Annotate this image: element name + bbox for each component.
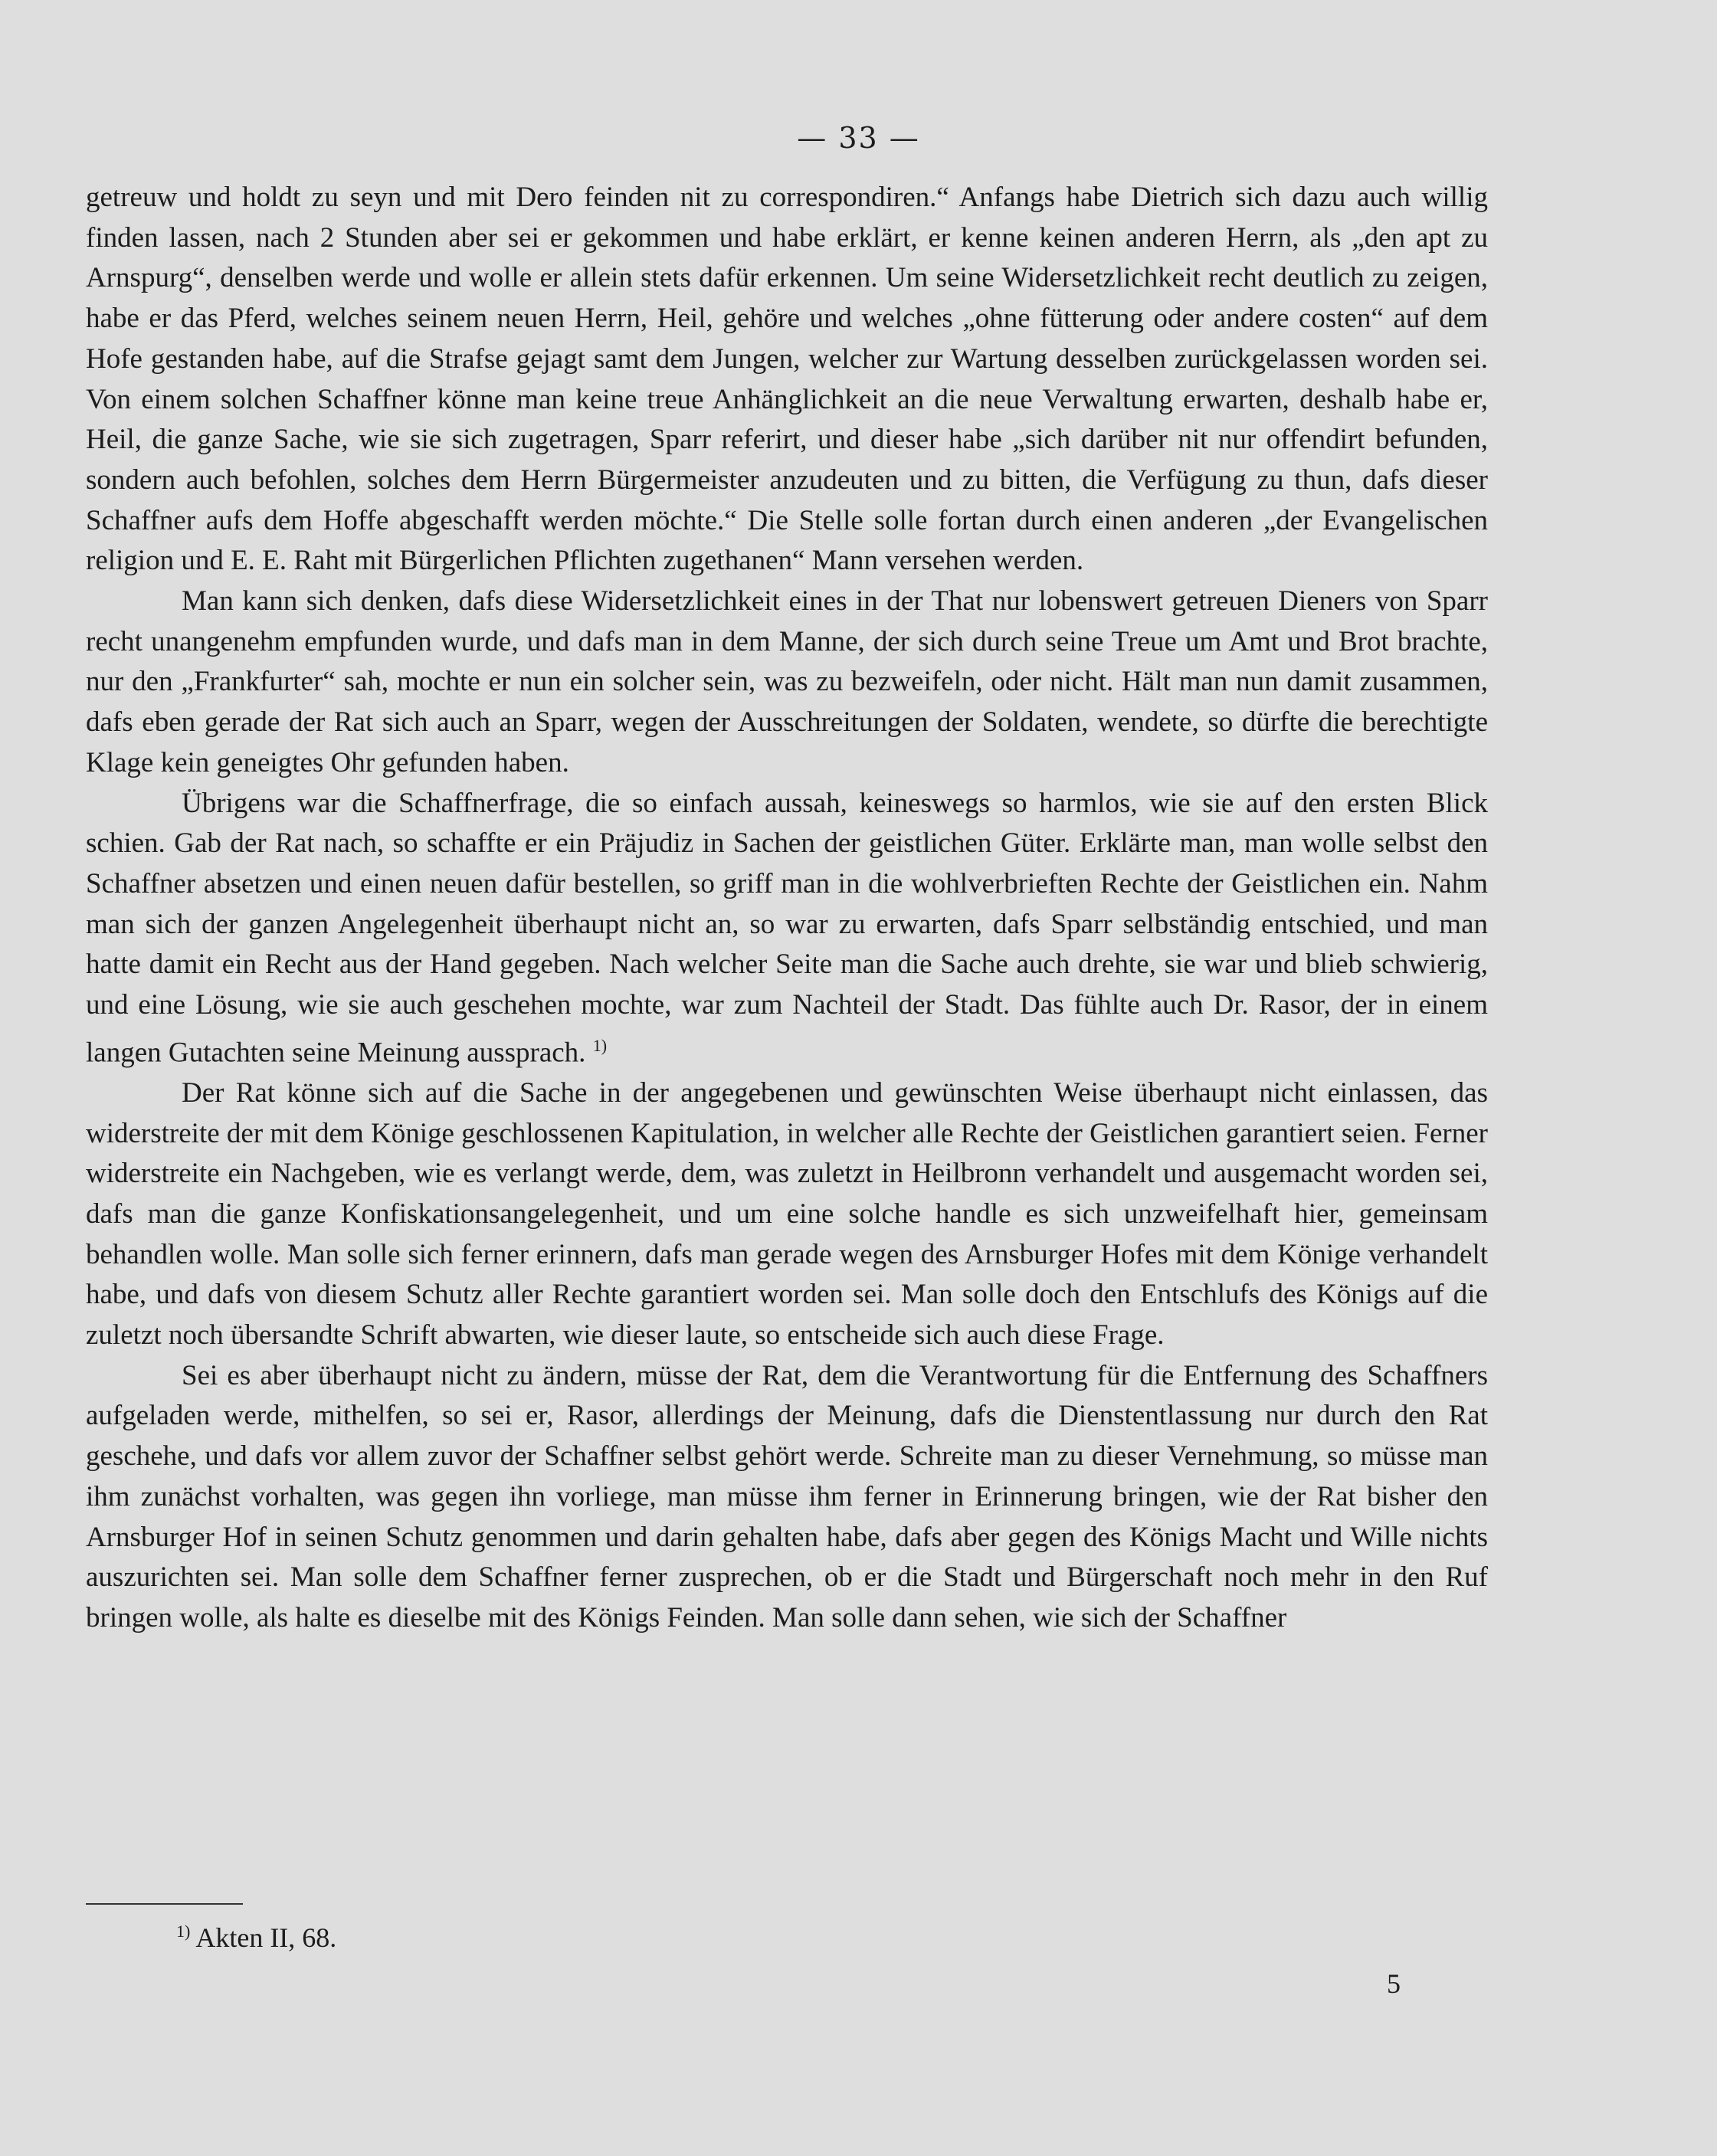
page-number: — 33 — <box>797 121 920 155</box>
footnote <box>176 1922 336 1954</box>
paragraph-4: Der Rat könne sich auf die Sache in der angegebenen und gewünschten Weise überhaupt nicht einlassen, das widerstreite der mit dem Könige geschlossenen Kapitulation, in welcher alle Rechte der Geistlichen garantiert seien. Ferner widerstreite ein Nachgeben, wie es verlangt werde, dem, was zuletzt in Heilbronn verhandelt und ausgemacht worden sei, dafs man die ganze Konfiskationsangelegenheit, und um eine solche handle es sich unzweifelhaft hier, gemeinsam behandlen wolle. Man solle sich ferner erinnern, dafs man gerade wegen des Arnsburger Hofes mit dem Könige verhandelt habe, und dafs von diesem Schutz aller Rechte garantiert worden sei. Man solle doch den Entschlufs des Königs auf die zuletzt noch übersandte Schrift abwarten, wie dieser laute, so entscheide sich auch diese Frage. <box>86 1076 1488 1352</box>
footnote-reference: 1) <box>592 1035 608 1055</box>
paragraph-3-text: Übrigens war die Schaffnerfrage, die so einfach aussah, keineswegs so harmlos, wie sie auf den ersten Blick schien. Gab der Rat nach, so schaffte er ein Präjudiz in Sachen der geistlichen Güter. Erklärte man, man wolle selbst den Schaffner absetzen und einen neuen dafür bestellen, so griff man in die wohlverbrieften Rechte der Geistlichen ein. Nahm man sich der ganzen Angelegenheit überhaupt nicht an, so war zu erwarten, dafs Sparr selbständig entschied, und man hatte damit ein Recht aus der Hand gegeben. Nach welcher Seite man die Sache auch drehte, sie war und blieb schwierig, und eine Lösung, wie sie auch geschehen mochte, war zum Nachteil der Stadt. Das fühlte auch Dr. Rasor, der in einem langen Gutachten seine Meinung aussprach. <box>86 787 1488 1069</box>
paragraph-3 <box>86 784 1488 1073</box>
footnote-divider <box>86 1903 243 1905</box>
footnote-text: Akten II, 68. <box>195 1922 337 1953</box>
paragraph-1: getreuw und holdt zu seyn und mit Dero feinden nit zu correspondiren.“ Anfangs habe Dietrich sich dazu auch willig finden lassen, nach 2 Stunden aber sei er gekommen und habe erklärt, er kenne keinen anderen Herrn, als „den apt zu Arnspurg“, denselben werde und wolle er allein stets dafür erkennen. Um seine Widersetzlichkeit recht deutlich zu zeigen, habe er das Pferd, welches seinem neuen Herrn, Heil, gehöre und welches „ohne fütterung oder andere costen“ auf dem Hofe gestanden habe, auf die Strafse gejagt samt dem Jungen, welcher zur Wartung desselben zurückgelassen worden sei. Von einem solchen Schaffner könne man keine treue Anhänglichkeit an die neue Verwaltung erwarten, deshalb habe er, Heil, die ganze Sache, wie sie sich zugetragen, Sparr referirt, und dieser habe „sich darüber nit nur offendirt befunden, sondern auch befohlen, solches dem Herrn Bürgermeister anzudeuten und zu bitten, die Verfügung zu thun, dafs dieser Schaffner aufs dem Hoffe abgeschafft werden möchte.“ Die Stelle solle fortan durch einen anderen „der Evangelischen religion und E. E. Raht mit Bürgerlichen Pflichten zugethanen“ Mann versehen werden. <box>86 182 1488 577</box>
footnote-marker: 1) <box>176 1922 191 1941</box>
paragraph-2: Man kann sich denken, dafs diese Widersetzlichkeit eines in der That nur lobenswert getreuen Dieners von Sparr recht unangenehm empfunden wurde, und dafs man in dem Manne, der sich durch seine Treue um Amt und Brot brachte, nur den „Frankfurter“ sah, mochte er nun ein solcher sein, was zu bezweifeln, oder nicht. Hält man nun damit zusammen, dafs eben gerade der Rat sich auch an Sparr, wegen der Ausschreitungen der Soldaten, wendete, so dürfte die berechtigte Klage kein geneigtes Ohr gefunden haben. <box>86 585 1488 778</box>
paragraph-5: Sei es aber überhaupt nicht zu ändern, müsse der Rat, dem die Verantwortung für die Entfernung des Schaffners aufgeladen werde, mithelfen, so sei er, Rasor, allerdings der Meinung, dafs die Dienstentlassung nur durch den Rat geschehe, und dafs vor allem zuvor der Schaffner selbst gehört werde. Schreite man zu dieser Vernehmung, so müsse man ihm zunächst vorhalten, was gegen ihn vorliege, man müsse ihm ferner in Erinnerung bringen, wie der Rat bisher den Arnsburger Hof in seinen Schutz genommen und darin gehalten habe, dafs aber gegen des Königs Macht und Wille nichts auszurichten sei. Man solle dem Schaffner ferner zusprechen, ob er die Stadt und Bürgerschaft noch mehr in den Ruf bringen wolle, als halte es dieselbe mit des Königs Feinden. Man solle dann sehen, wie sich der Schaffner <box>86 1359 1488 1633</box>
signature-mark: 5 <box>1387 1968 1401 1999</box>
body-text <box>86 178 1488 1639</box>
